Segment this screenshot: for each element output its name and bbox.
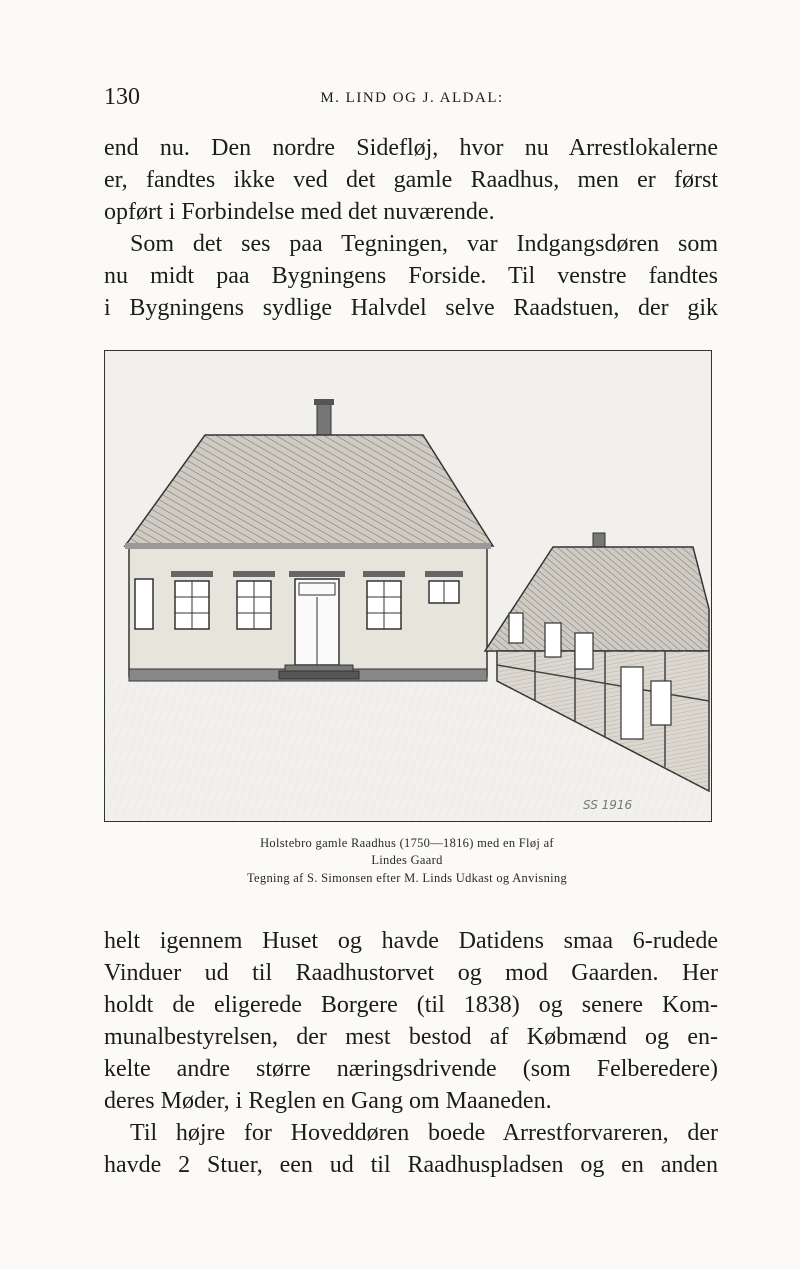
caption-line: Holstebro gamle Raadhus (1750—1816) med en Fløj af [260, 836, 554, 850]
text-line: Som det ses paa Tegningen, var Indgangsdøren som [130, 231, 718, 257]
text-line: end nu. Den nordre Sidefløj, hvor nu Arrestlokalerne [104, 135, 718, 161]
text-line: nu midt paa Bygningens Forside. Til venstre fandtes [104, 263, 718, 289]
text-line: helt igennem Huset og havde Datidens smaa 6-rudede [104, 928, 718, 954]
caption-line: Tegning af S. Simonsen efter M. Linds Udkast og Anvisning [246, 871, 568, 885]
page-header [104, 84, 720, 118]
text-line: holdt de eligerede Borgere (til 1838) og senere Kom- [104, 992, 718, 1018]
text-line: i Bygningens sydlige Halvdel selve Raadstuen, der gik [104, 295, 718, 321]
paragraph-4 [104, 1117, 718, 1181]
paragraph-2 [104, 228, 718, 324]
text-line: Vinduer ud til Raadhustorvet og mod Gaarden. Her [104, 960, 718, 986]
running-head: M. LIND OG J. ALDAL: [320, 90, 504, 106]
paragraph-1 [104, 132, 718, 228]
text-line: opført i Forbindelse med det nuværende. [104, 199, 495, 225]
text-line: Til højre for Hoveddøren boede Arrestforvareren, der [130, 1120, 718, 1146]
page-number: 130 [104, 84, 140, 110]
text-line: er, fandtes ikke ved det gamle Raadhus, men er først [104, 167, 718, 193]
figure-caption [104, 835, 710, 887]
town-hall-drawing [104, 350, 712, 822]
artist-signature: SS 1916 [583, 798, 633, 812]
text-line: munalbestyrelsen, der mest bestod af Købmænd og en- [104, 1024, 718, 1050]
text-line: kelte andre større næringsdrivende (som Felberedere) [104, 1056, 718, 1082]
paragraph-3 [104, 925, 718, 1117]
text-line: havde 2 Stuer, een ud til Raadhuspladsen og en anden [104, 1152, 718, 1178]
text-line: deres Møder, i Reglen en Gang om Maaneden. [104, 1088, 552, 1114]
caption-line: Lindes Gaard [371, 853, 443, 867]
